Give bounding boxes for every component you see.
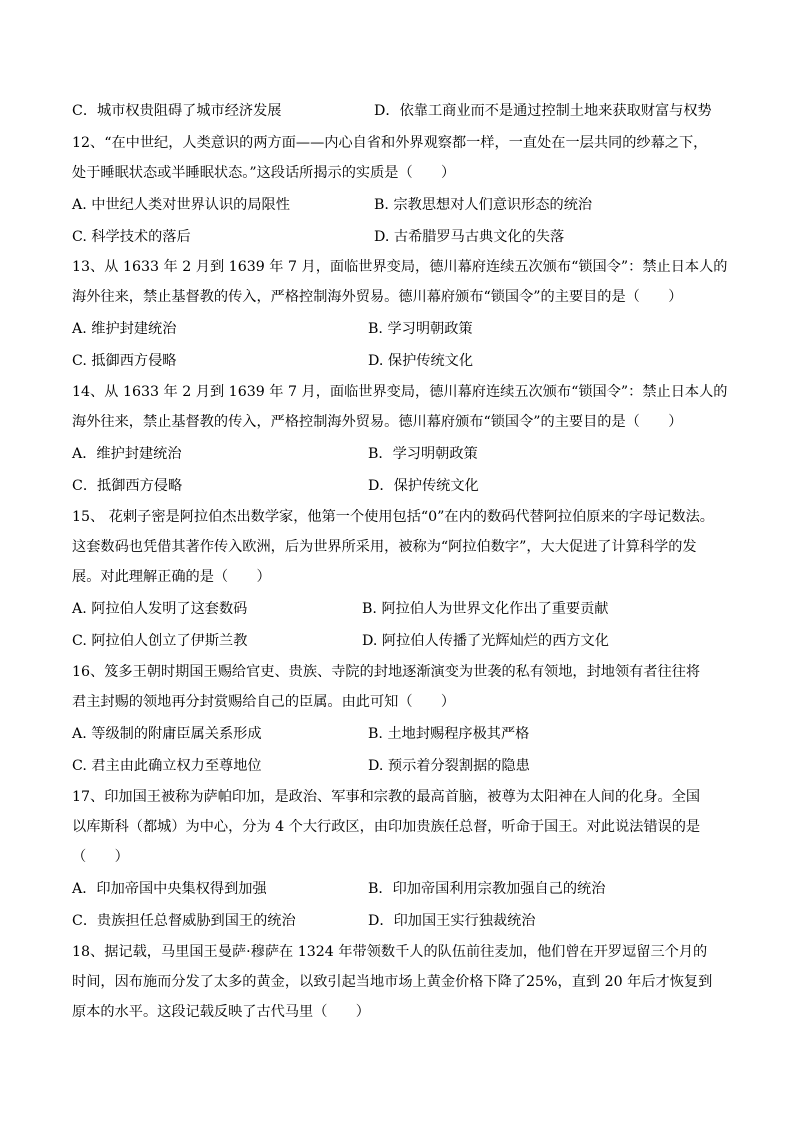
- q13-option-b: B. 学习明朝政策: [368, 321, 473, 337]
- q12-option-c: C. 科学技术的落后: [72, 229, 191, 245]
- q14-stem-line-1: 14、从 1633 年 2 月到 1639 年 7 月，面临世界变局，德川幕府连续五次颁布“锁国令”：禁止日本人的: [72, 384, 728, 400]
- q15-option-a: A. 阿拉伯人发明了这套数码: [72, 601, 248, 617]
- q13-option-c: C. 抵御西方侵略: [72, 353, 177, 369]
- q13-option-d: D. 保护传统文化: [368, 353, 474, 369]
- q17-stem-line-1: 17、印加国王被称为萨帕印加，是政治、军事和宗教的最高首脑，被尊为太阳神在人间的化身。全国: [72, 789, 701, 805]
- q16-option-b: B. 土地封赐程序极其严格: [368, 726, 530, 742]
- q11-option-d: D．依靠工商业而不是通过控制土地来获取财富与权势: [374, 103, 712, 119]
- q14-option-a: A．维护封建统治: [72, 446, 182, 462]
- q15-stem-line-1: 15、 花剌子密是阿拉伯杰出数学家，他第一个使用包括“0”在内的数码代替阿拉伯原来的字母记数法。: [72, 509, 714, 525]
- q17-stem-line-2: 以库斯科（都城）为中心，分为 4 个大行政区，由印加贵族任总督，听命于国王。对此说法错误的是: [72, 819, 701, 835]
- q18-stem-line-3: 原本的水平。这段记载反映了古代马里（ ）: [72, 1004, 370, 1020]
- q14-stem-line-2: 海外往来，禁止基督教的传入，严格控制海外贸易。德川幕府颁布“锁国令”的主要目的是（ ）: [72, 414, 683, 430]
- q12-stem-line-1: 12、“在中世纪，人类意识的两方面——内心自省和外界观察都一样，一直处在一层共同的纱幕之下，: [72, 135, 708, 151]
- q14-option-d: D．保护传统文化: [368, 478, 479, 494]
- q13-option-a: A. 维护封建统治: [72, 321, 177, 337]
- q12-stem-line-2: 处于睡眠状态或半睡眠状态。”这段话所揭示的实质是（ ）: [72, 165, 456, 181]
- q14-option-b: B．学习明朝政策: [368, 446, 478, 462]
- q18-stem-line-1: 18、据记载，马里国王曼萨·穆萨在 1324 年带领数千人的队伍前往麦加，他们曾在开罗逗留三个月的: [72, 944, 708, 960]
- q15-stem-line-3: 展。对此理解正确的是（ ）: [72, 569, 271, 585]
- q16-option-a: A. 等级制的附庸臣属关系形成: [72, 726, 262, 742]
- q12-option-d: D. 古希腊罗马古典文化的失落: [374, 229, 565, 245]
- q18-stem-line-2: 时间，因布施而分发了太多的黄金，以致引起当地市场上黄金价格下降了25%，直到 20 年后才恢复到: [72, 974, 713, 990]
- q14-option-c: C．抵御西方侵略: [72, 478, 183, 494]
- q16-stem-line-2: 君主封赐的领地再分封赏赐给自己的臣属。由此可知（ ）: [72, 694, 456, 710]
- q17-option-a: A．印加帝国中央集权得到加强: [72, 881, 267, 897]
- q17-option-b: B．印加帝国利用宗教加强自己的统治: [368, 881, 606, 897]
- q17-stem-line-3: （ ）: [72, 849, 129, 865]
- q15-option-d: D. 阿拉伯人传播了光辉灿烂的西方文化: [362, 633, 609, 649]
- q11-option-c: C．城市权贵阻碍了城市经济发展: [72, 103, 282, 119]
- q15-stem-line-2: 这套数码也凭借其著作传入欧洲，后为世界所采用，被称为“阿拉伯数字”，大大促进了计算科学的发: [72, 539, 697, 555]
- q16-stem-line-1: 16、笈多王朝时期国王赐给官吏、贵族、寺院的封地逐渐演变为世袭的私有领地，封地领有者往往将: [72, 664, 701, 680]
- q13-stem-line-1: 13、从 1633 年 2 月到 1639 年 7 月，面临世界变局，德川幕府连续五次颁布“锁国令”：禁止日本人的: [72, 259, 728, 275]
- q12-option-b: B. 宗教思想对人们意识形态的统治: [374, 197, 593, 213]
- q16-option-c: C. 君主由此确立权力至尊地位: [72, 758, 262, 774]
- q13-stem-line-2: 海外往来，禁止基督教的传入，严格控制海外贸易。德川幕府颁布“锁国令”的主要目的是（ ）: [72, 289, 683, 305]
- q15-option-c: C. 阿拉伯人创立了伊斯兰教: [72, 633, 248, 649]
- q17-option-c: C．贵族担任总督威胁到国王的统治: [72, 913, 296, 929]
- q12-option-a: A. 中世纪人类对世界认识的局限性: [72, 197, 290, 213]
- q16-option-d: D. 预示着分裂割据的隐患: [368, 758, 530, 774]
- q15-option-b: B. 阿拉伯人为世界文化作出了重要贡献: [362, 601, 609, 617]
- q17-option-d: D．印加国王实行独裁统治: [368, 913, 536, 929]
